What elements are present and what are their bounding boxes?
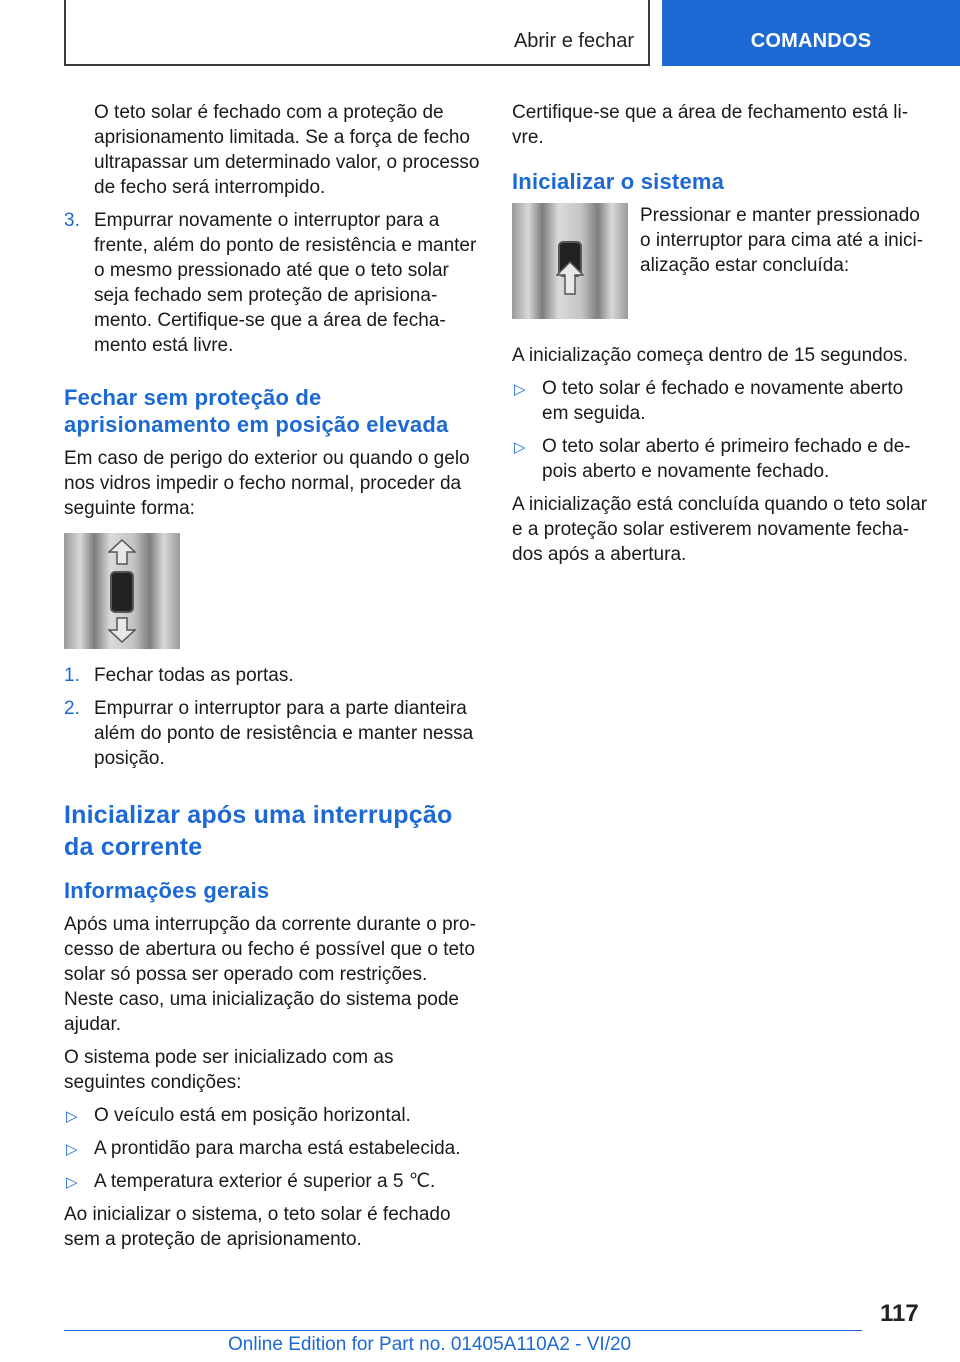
step-3 [64, 208, 480, 358]
bullet-triangle-icon: ▷ [66, 1141, 78, 1158]
heading-close-without-protection: Fechar sem proteção de aprisionamento em posição elevada [64, 385, 449, 437]
paragraph-start: A inicialização começa dentro de 15 segundos. [512, 345, 909, 366]
switch-up-figure [512, 203, 628, 319]
bullet-triangle-icon: ▷ [66, 1108, 78, 1125]
paragraph-danger: Em caso de perigo do exterior ou quando o gelo nos vidros impedir o fecho normal, proceder da seguinte forma: [64, 448, 470, 519]
heading-general-info: Informações gerais [64, 878, 270, 903]
heading-initialize-system: Inicializar o sistema [512, 169, 725, 194]
arrow-up-icon [108, 539, 136, 565]
switch-up-down-figure [64, 533, 180, 649]
list-item [512, 376, 930, 426]
list-item-text: A prontidão para marcha está estabelecida. [94, 1138, 461, 1159]
list-item [64, 1169, 480, 1194]
list-item [512, 434, 930, 484]
paragraph-initialize-note: Ao inicializar o sistema, o teto solar é fechado sem a proteção de aprisionamento. [64, 1204, 451, 1250]
list-item-text: O teto solar aberto é primeiro fechado e depois aberto e novamente fechado. [542, 436, 911, 482]
arrow-up-icon [556, 261, 584, 295]
right-column [512, 100, 930, 575]
paragraph-check-area: Certifique-se que a área de fechamento está livre. [512, 102, 909, 148]
list-item-text: O veículo está em posição horizontal. [94, 1105, 411, 1126]
header-chapter-tab[interactable]: COMANDOS [662, 0, 960, 66]
header-section-title: Abrir e fechar [513, 30, 634, 52]
page-number: 117 [880, 1300, 919, 1327]
bullet-triangle-icon: ▷ [66, 1174, 78, 1191]
roof-switch [110, 571, 134, 613]
step-1-text: Fechar todas as portas. [94, 665, 294, 686]
heading-initialize-after-interruption: Inicializar após uma interrupção da corrente [64, 801, 453, 861]
paragraph-interruption: Após uma interrupção da corrente durante o processo de abertura ou fecho é possível que o teto solar só possa ser operado com restrições. Neste caso, uma inicialização do sistema pode ajudar. [64, 914, 476, 1035]
left-column [64, 100, 480, 1260]
arrow-down-icon [108, 617, 136, 643]
bullet-triangle-icon: ▷ [514, 381, 526, 398]
step-2-number: 2. [64, 698, 80, 719]
bullet-triangle-icon: ▷ [514, 439, 526, 456]
footer-divider [64, 1330, 862, 1331]
step-2 [64, 696, 480, 771]
step-1-number: 1. [64, 665, 80, 686]
step-2-text: Empurrar o interruptor para a parte dianteira além do ponto de resistência e manter nessa posição. [94, 698, 474, 769]
intro-paragraph: O teto solar é fechado com a proteção de aprisionamento limitada. Se a força de fecho ultrapassar um determinado valor, o processo de fecho será interrompido. [94, 102, 480, 198]
list-item [64, 1103, 480, 1128]
list-item-text: O teto solar é fechado e novamente aberto em seguida. [542, 378, 904, 424]
step-3-number: 3. [64, 210, 80, 231]
paragraph-complete: A inicialização está concluída quando o teto solar e a proteção solar estiverem novamente fechados após a abertura. [512, 494, 928, 565]
header-section-box [64, 0, 650, 66]
footer-edition: Online Edition for Part no. 01405A110A2 - VI/20 [228, 1334, 632, 1355]
paragraph-conditions: O sistema pode ser inicializado com as seguintes condições: [64, 1047, 394, 1093]
step-1 [64, 663, 480, 688]
list-item [64, 1136, 480, 1161]
list-item-text: A temperatura exterior é superior a 5 ℃. [94, 1171, 436, 1192]
figure-caption-text: Pressionar e manter pressionado o interruptor para cima até a inicialização estar concluída: [640, 205, 924, 276]
step-3-text: Empurrar novamente o interruptor para a frente, além do ponto de resistência e manter o mesmo pressionado até que o teto solar seja fechado sem proteção de aprisionamento. Certifique-se que a área de fechamento está livre. [94, 210, 477, 356]
